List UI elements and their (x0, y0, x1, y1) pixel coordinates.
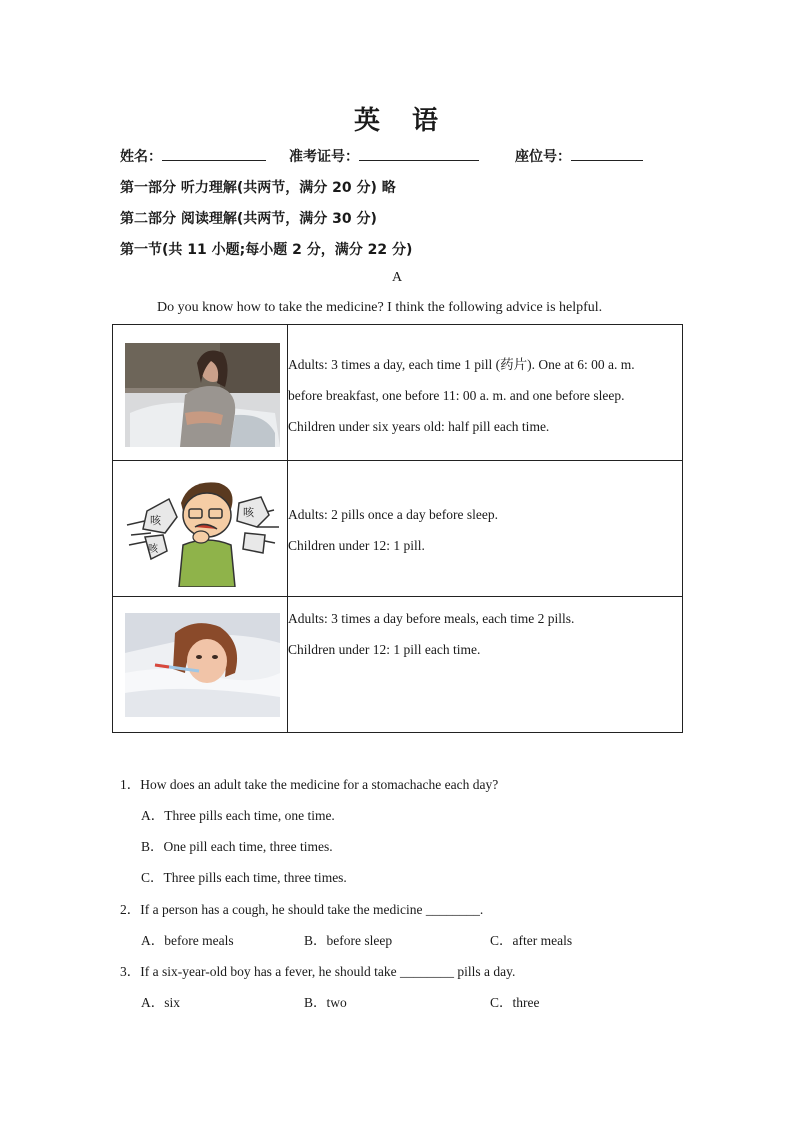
question-1-stem: 1．How does an adult take the medicine for a stomachache each day? (120, 777, 499, 792)
question-2-option-b[interactable]: B．before sleep (304, 933, 393, 948)
cough-glyph: 咳 (150, 514, 161, 527)
name-label: 姓名： (120, 149, 162, 165)
seat-label: 座位号： (515, 149, 571, 165)
table-row (113, 597, 683, 733)
dosage-line: Adults: 2 pills once a day before sleep. (288, 507, 498, 522)
question-2-option-a[interactable]: A．before meals (141, 933, 234, 948)
exam-number-label: 准考证号： (289, 149, 359, 165)
seat-blank[interactable] (571, 146, 643, 161)
dosage-cell (288, 461, 683, 597)
question-3-option-b[interactable]: B．two (304, 995, 347, 1010)
passage-label: A (391, 270, 403, 285)
dosage-line: before breakfast, one before 11: 00 a. m. and one before sleep. (288, 388, 625, 403)
image-cell (113, 597, 288, 733)
table-row (113, 461, 683, 597)
name-blank[interactable] (162, 146, 266, 161)
dosage-line: Children under six years old: half pill each time. (288, 419, 550, 434)
title-char-1: 英 (353, 106, 382, 136)
exam-number-blank[interactable] (359, 146, 479, 161)
cough-glyph: 咳 (148, 544, 158, 555)
dosage-line: Adults: 3 times a day before meals, each time 2 pills. (288, 611, 575, 626)
dosage-line: Children under 12: 1 pill each time. (288, 642, 481, 657)
fever-photo (125, 613, 280, 717)
image-cell (113, 325, 288, 461)
dosage-line: Children under 12: 1 pill. (288, 538, 425, 553)
stomachache-photo (125, 343, 280, 447)
question-3-option-a[interactable]: A．six (141, 995, 181, 1010)
part1-heading: 第一部分 听力理解(共两节，满分 20 分) 略 (120, 180, 396, 196)
section1-heading: 第一节(共 11 小题;每小题 2 分，满分 22 分) (120, 242, 413, 258)
passage-intro: Do you know how to take the medicine? I think the following advice is helpful. (157, 300, 603, 315)
dosage-cell (288, 325, 683, 461)
image-cell (113, 461, 288, 597)
question-3-stem: 3．If a six-year-old boy has a fever, he should take ________ pills a day. (120, 964, 516, 979)
page-title (0, 100, 794, 137)
question-1-option-a[interactable]: A．Three pills each time, one time. (141, 808, 335, 823)
question-1-option-c[interactable]: C．Three pills each time, three times. (141, 870, 347, 885)
question-2-stem: 2．If a person has a cough, he should take the medicine ________. (120, 902, 484, 917)
part2-heading: 第二部分 阅读理解(共两节，满分 30 分) (120, 211, 377, 227)
medicine-table (112, 324, 683, 733)
title-char-2: 语 (412, 106, 441, 136)
table-row (113, 325, 683, 461)
cough-glyph: 咳 (243, 506, 254, 519)
seat-field[interactable] (515, 146, 643, 166)
exam-number-field[interactable] (289, 146, 479, 166)
dosage-cell (288, 597, 683, 733)
dosage-line: Adults: 3 times a day, each time 1 pill (药片). One at 6: 00 a. m. (288, 357, 635, 372)
question-3-option-c[interactable]: C．three (490, 995, 540, 1010)
question-2-option-c[interactable]: C．after meals (490, 933, 573, 948)
cough-cartoon (119, 475, 284, 587)
name-field[interactable] (120, 146, 266, 166)
question-1-option-b[interactable]: B．One pill each time, three times. (141, 839, 333, 854)
